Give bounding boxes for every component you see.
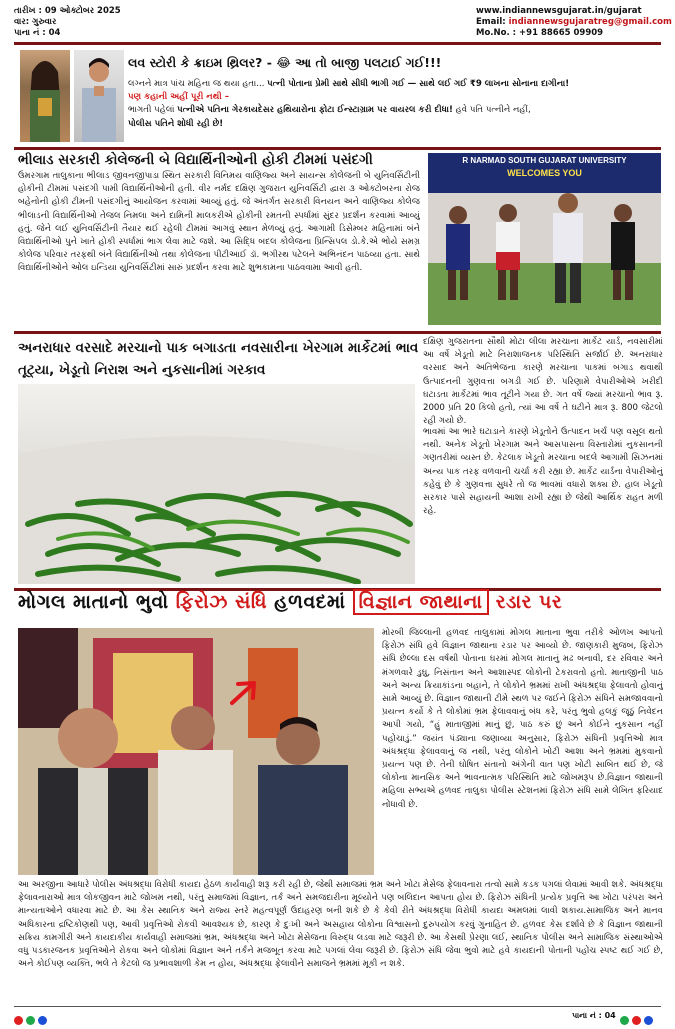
story1-text: ભાગતી પહેલાં	[128, 105, 178, 116]
mobile-label: Mo.No. :	[476, 28, 517, 38]
footer-dots-left	[14, 1010, 50, 1029]
mobile-number: +91 88665 09909	[519, 28, 604, 38]
story4-title-part: હળવદમાં	[267, 591, 353, 613]
website-link[interactable]: www.indiannewsgujarat.in/gujarat	[476, 6, 642, 16]
story4-body-right: મોરબી જિલ્લાની હળવદ તાલુકામાં મોગલ માતાના ભુવા તરીકે ઓળખ આપતો ફિરોઝ સંધિ હવે વિજ્ઞાન જાથાના રડાર પર આવ્યો છે. જાણકારી મુજબ, ફિરોઝ સંધિ છેલ્લા દસ વર્ષથી પોતાના ઘરમાં મોગલ માતાનું મઢ બનાવી, દર રવિવાર અને મંગળવારે ડુઘુ, નિસંતાન અને આશાસ્પદ લોકોની ટેકરાવતો હતો. માતાજીની પાઠ અને અન્ય ક્રિયાકાંડના બહાને, તે લોકોને ભ્રમમાં રાખી અંધશ્રદ્ધા ફેલાવતો હોવાનું સામે આવ્યું છે. વિજ્ઞાન જાથાની ટીમે સ્થળ પર જઈને ફિરોઝ સંધિને સમજાવવાનો પ્રયત્ન કર્યો કે તે લોકોમાં ભ્રમ ફેલાવવાનું બંધ કરે, પરંતુ ભુવો હલકું જૂઠું નિવેદન આપી ગયો, “હું માતાજીમાં માનું છું, પાઠ કરું છું અને કોઈને નુકસાન નહીં પહોંચાડું.” જયંત પંડ્યાના જણાવ્યા અનુસાર, ફિરોઝ સંધિની પ્રવૃત્તિઓ માત્ર અંધશ્રદ્ધા ફેલાવવાનું જ નથી, પરંતુ લોકોને ખોટી આશા અને ભ્રમમાં મુકવાનો પ્રયત્ન પણ છે. તેની ઘોષિત સંતાનો અંગેની વાત પણ ખોટી સાબિત થઈ છે, જે લોકોના માનસિક અને ભાવનાત્મક પરિસ્થિતિ માટે જોખમરૂપ છે.વિજ્ઞાન જાથાની મહિલા સભ્યએ હળવદ તાલુકા પોલીસ સ્ટેશનમાં ફિરોઝ સંધિ સામે લેખિત ફરિયાદ નોંધાવી છે.	[382, 628, 663, 810]
confrontation-photo-icon	[18, 628, 374, 875]
story1-headline: લવ સ્ટોરી કે ક્રાઇમ થ્રિલર? - 😂 આ તો બાજી પલટાઈ ગઈ!!!	[128, 55, 442, 70]
story4-body-bottom: આ અરજીના આધારે પોલીસ અંધશ્રદ્ધા વિરોધી કાયદા હેઠળ કાર્યવાહી શરૂ કરી રહી છે, જેથી સમાજમાં ભ્રમ અને ખોટા મેસેજ ફેલાવનારા તત્વો સામે કડક પગલાં લેવામાં આવી શકે. અંધશ્રદ્ધા ફેલાવનારાઓ માત્ર લોકજીવન માટે જોખમ નથી, પરંતુ સમાજમાં વિજ્ઞાન, તર્ક અને સમજદારીના મૂલ્યોને પણ બલિદાન આપતા હોય છે. ફિરોઝ સંધિની પ્રત્યેક પ્રવૃત્તિ આ ખોટા પરંપરા અને માન્યતાઓને વધારવા માટે છે. આ કેસ સ્થાનિક અને રાજ્ય સ્તરે મહત્વપૂર્ણ ઉદાહરણ બની શકે છે કે કેવી રીતે અંધશ્રદ્ધા વિરોધી કાયદા અમલમાં લાવી શકાય.સામાજિક અને માનવ અધિકારના દ્રષ્ટિકોણથી પણ, આવી પ્રવૃત્તિઓ રોકવી આવશ્યક છે, કારણ કે દુઃખી અને અસહાય લોકોના વિશ્વાસનો દુરુપયોગ કરવું ગુનાહિત છે. હળવદ કેસ દર્શાવે છે કે વિજ્ઞાન જાથાની સક્રિય કામગીરી અને કાયદાકીય કાર્યવાહી સમાજમાં ભ્રમ, અંધશ્રદ્ધા અને ખોટા મેસેજના વિરુદ્ધ લડવા માટે જરૂરી છે. આ કેસથી પ્રેરણા લઈ, સ્થાનિક પોલીસ અને સામાજિક સંસ્થાઓએ વધુ પડકારજનક પ્રવૃત્તિઓને રોકવા અને લોકોમાં વિજ્ઞાન અને તર્કને મજબૂત કરવા માટે પગલાં લેવા જરૂરી છે. ફિરોઝ સંધિ જેવા ભુવો માટે હવે કાયદાની પોતાની પહોંચ સ્પષ્ટ થઈ ગઈ છે, અને કોઈપણ વ્યક્તિ, ભલે તે કેટલો જ પ્રભાવશાળી કેમ ન હોય, અંધશ્રદ્ધા ફેલાવીને સમાજને ભ્રમમાં મૂકી ન શકે.	[18, 880, 663, 970]
story3-body-part1: દક્ષિણ ગુજરાતના સૌથી મોટા લીલા મરચાના માર્કેટ યાર્ડ, નવસારીમાં આ વર્ષે ખેડૂતો માટે નિરાશાજનક પરિસ્થિતિ સર્જાઈ છે. અનરાધાર વરસાદ અને અતિભેજના કારણે મરચાના પાકમાં બગાડ થવાથી ઉત્પાદનની ગુણવત્તા બગડી ગઈ છે. પરિણામે વેપારીઓએ ખરીદી ઘટાડતા માર્કેટમાં ભાવ તૂટીને ગયા છે. ગત વર્ષે જ્યાં મરચાનો ભાવ રૂ. 2000 પ્રતિ 20 કિલો હતો, ત્યાં આ વર્ષે તે ઘટીને માત્ર રૂ. 800 જેટલો રહી ગયો છે.	[423, 337, 663, 426]
photo-bhuvo-confrontation	[18, 628, 374, 875]
banner-university-text: R NARMAD SOUTH GUJARAT UNIVERSITY	[462, 156, 627, 165]
footer-page-number: પાના નં : 04	[572, 1011, 616, 1020]
issue-date: તારીખ : 09 ઓક્ટોબર 2025	[14, 6, 121, 16]
header-rule	[14, 42, 661, 45]
email-link[interactable]: indiannewsgujaratreg@gmail.com	[508, 17, 672, 27]
story4-headline	[18, 591, 668, 613]
story1-text: હવે પતિ પત્નીને નહીં,	[452, 105, 531, 116]
story2-headline: ભીલાડ સરકારી કોલેજની બે વિદ્યાર્થિનીઓની હોકી ટીમમાં પસંદગી	[18, 152, 373, 168]
masthead-meta	[14, 6, 121, 39]
photo-wife	[20, 50, 70, 142]
story1-text: લગ્નને માત્ર પાંચ મહિના જ થયા હતા...	[128, 79, 268, 89]
story1-body	[128, 78, 668, 131]
story4-title-name: ફિરોઝ સંધિ	[175, 591, 268, 613]
masthead-contact	[476, 6, 672, 39]
man-portrait-icon	[74, 50, 124, 142]
woman-portrait-icon	[20, 50, 70, 142]
banner-welcome-text: WELCOMES YOU	[507, 168, 582, 178]
story3-body-part2: ભાવમાં આ ભારે ઘટાડાને કારણે ખેડૂતોને ઉત્પાદન ખર્ચ પણ વસૂલ થતો નથી. અનેક ખેડૂતો ખેરગામ અને આસપાસના વિસ્તારોમાં નુકસાનની ગણતરીમાં વ્યસ્ત છે. કેટલાક ખેડૂતો મરચાના બદલે આગામી સિઝનમાં અન્ય પાક તરફ વળવાની ચર્ચા કરી રહ્યા છે. માર્કેટ યાર્ડના વેપારીઓનું કહેવું છે કે ગુણવત્તા સુધરે તો જ ભાવમાં વધારો શક્ય છે. હાલ ખેડૂતો સરકાર પાસે સહાયની આશા રાખી રહ્યા છે જેથી આર્થિક રાહત મળી રહે.	[423, 427, 663, 517]
story3-headline: અનરાધાર વરસાદે મરચાનો પાક બગાડતા નવસારીના ખેરગામ માર્કેટમાં ભાવ તૂટ્યા, ખેડૂતો નિરાશ અને નુકસાનીમાં ગરકાવ	[18, 340, 419, 378]
story1-text-bold: પત્નીએ પતિના ગેરકાયદેસર હથિયારોના ફોટા ઈન્સ્ટાગ્રામ પર વાયરલ કરી દીધા!	[177, 105, 453, 116]
story4-title-highlight: વિજ્ઞાન જાથાના	[353, 589, 489, 615]
story1-text-bold: — સાથે લઈ ગઈ ₹9 લાખના સોનાના દાગીના!	[404, 79, 570, 89]
story1-text-bold: પત્ની પોતાના પ્રેમી સાથે સીધી ભાગી ગઈ	[267, 79, 405, 89]
story1-text-bold: પોલીસ પતિને શોધી રહી છે!	[128, 118, 224, 129]
story2-body: ઉમરગામ તાલુકાના ભીલાડ જીવનજીપાડા સ્થિત સરકારી વિનિમય વાણિજ્ય અને સાયન્સ કોલેજની બે યુનિવર્સિટીની હોકીની ટીમમાં પસંદગી પામી વિદ્યાર્થિનીઓની હતી. વીર નર્મદ દક્ષિણ ગુજરાત યુનિવર્સિટી દ્વારા ૩ ઓક્ટોબરના રોજ બહેનોની હોકી ટીમની પસંદગીનું આયોજન કરવામાં આવ્યું હતું. જે અંતર્ગત સરકારી વિનયન અને વાણિજ્ય કોલેજ ભીલાડની વિદ્યાર્થિનીઓ તેજલ નિમલા અને દામિની માલકરીએ હોકીની રમતની સ્પર્ધામાં સુંદર પ્રદર્શન કરવામાં આવ્યું હતું. જેને લઈ યુનિવર્સિટીની તૈયાર થઈ રહેલી ટીમમાં આગવું સ્થાન મેળવ્યું હતું. આગામી ડિસેમ્બર મહિનામાં બંને વિદ્યાર્થિનીઓ પુને ખાતે હોકી સ્પર્ધામાં ભાગ લેવા માટે જશે. આ સિદ્ધિ બદલ કોલેજના પ્રિન્સિપલ ડો.કે.એ ભોયે સમગ્ર કોલેજ પરિવાર તરફથી બંને વિદ્યાર્થિનીઓ તથા કોલેજના પીટીઆઈ ડૉ. ભગીરથ પટેલને અભિનંદન પાઠવ્યા હતા. સાથે વિદ્યાર્થિનીઓને ઓલ ઇન્ડિયા યુનિવર્સિટીમાં સારું પ્રદર્શન કરવા માટે શુભકામના પાઠવવામા આવી હતી.	[18, 171, 420, 274]
footer-rule	[14, 1006, 661, 1007]
footer-dots-right	[620, 1010, 656, 1029]
photo-green-chillies	[18, 384, 415, 584]
page-number: પાના નં : 04	[14, 28, 61, 38]
story4-title-part: રડાર પર	[488, 591, 563, 613]
email-label: Email:	[476, 17, 506, 27]
story1-subhead: પણ કહાની અહીં પૂરી નથી –	[128, 92, 230, 103]
hockey-team-photo-icon	[428, 153, 661, 325]
photo-hockey-players	[428, 153, 661, 325]
section-rule	[14, 331, 661, 334]
issue-day: વાર: ગુરુવાર	[14, 17, 57, 27]
chillies-photo-icon	[18, 384, 415, 584]
section-rule	[14, 147, 661, 150]
photo-husband	[74, 50, 124, 142]
story4-title-part: મોગલ માતાનો ભુવો	[18, 591, 176, 613]
